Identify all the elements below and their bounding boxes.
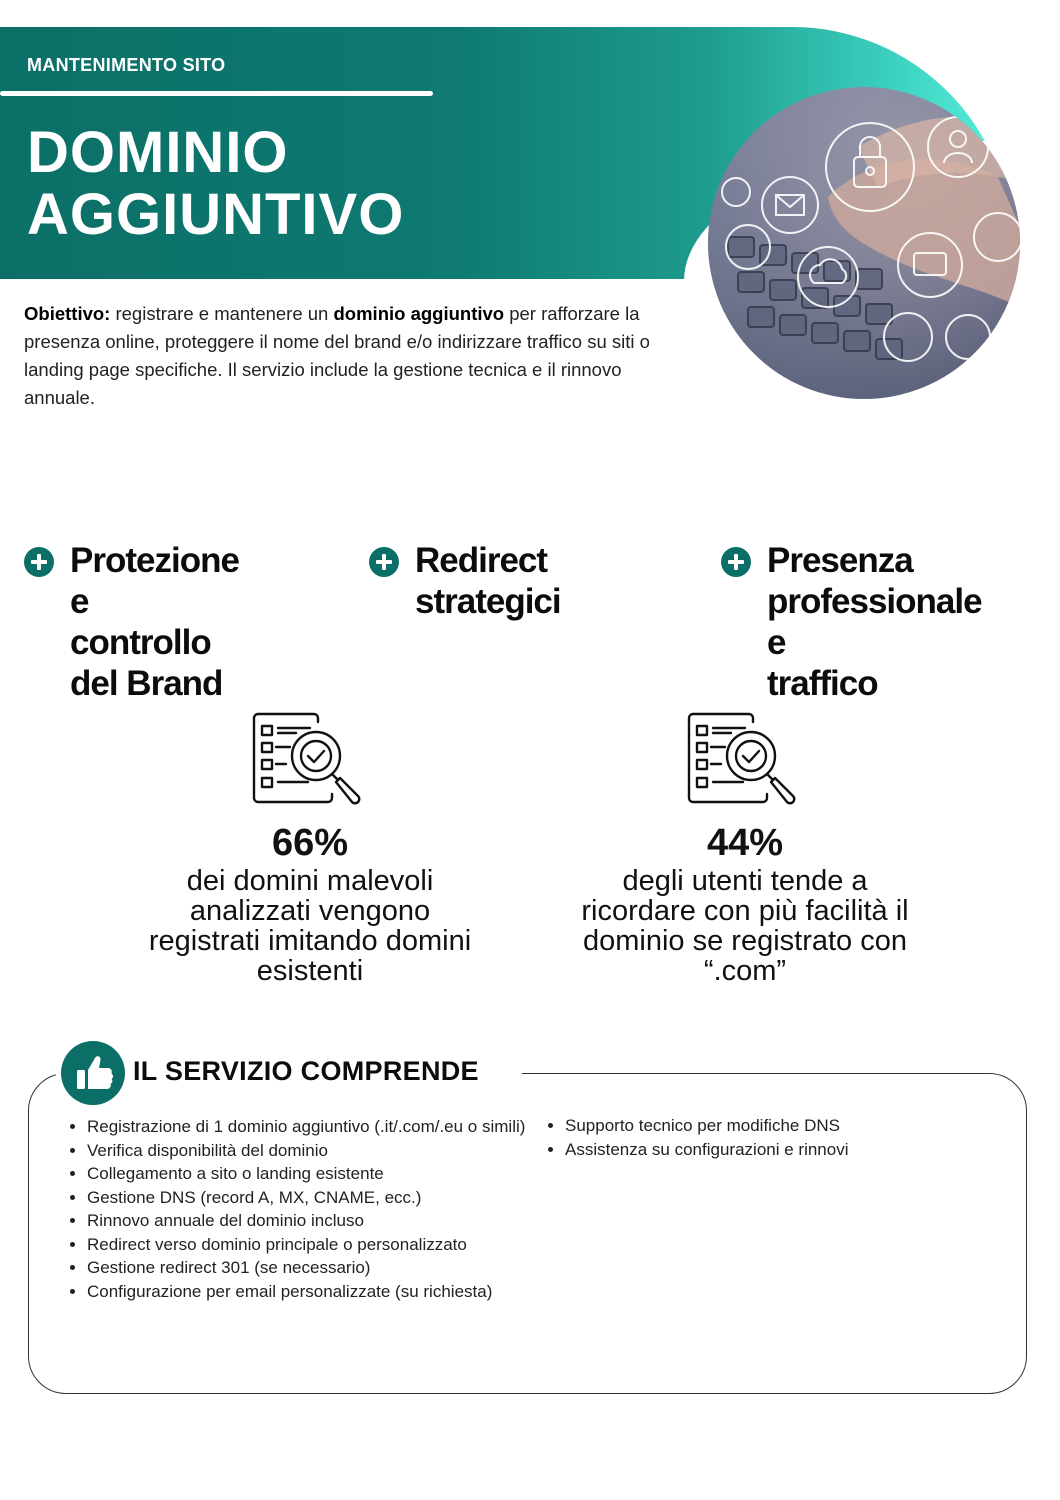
feature-label: Redirect strategici <box>415 541 561 621</box>
objective-label: Obiettivo: <box>24 303 111 324</box>
service-list-left <box>65 1115 557 1303</box>
checklist-magnifier-icon <box>687 712 803 808</box>
keyboard-security-illustration <box>708 87 1020 399</box>
service-title: IL SERVIZIO COMPRENDE <box>133 1056 479 1086</box>
title-line-1: DOMINIO <box>27 120 289 185</box>
feature-label: Protezione e controllo del Brand <box>70 541 239 703</box>
service-list-item: • Verifica disponibilità del dominio <box>87 1139 557 1163</box>
stat-description: dei domini malevoli analizzati vengono registrati imitando domini esistenti <box>148 865 472 987</box>
stat-value: 66% <box>271 822 349 864</box>
plus-circle-icon <box>24 547 54 577</box>
service-list-right <box>543 1114 1025 1161</box>
plus-circle-icon <box>369 547 399 577</box>
thumbs-up-icon <box>61 1041 125 1105</box>
service-list-item: • Configurazione per email personalizzate (su richiesta) <box>87 1280 557 1304</box>
stat-description: degli utenti tende a ricordare con più facilità il dominio se registrato con “.com” <box>581 865 909 987</box>
service-list-item: • Rinnovo annuale del dominio incluso <box>87 1209 557 1233</box>
eyebrow-divider <box>0 91 433 96</box>
stat-value: 44% <box>706 822 784 864</box>
page-title <box>27 122 404 246</box>
thumbs-up-badge <box>61 1041 125 1105</box>
checklist-magnifier-icon <box>252 712 368 808</box>
objective-highlight: dominio aggiuntivo <box>333 303 505 324</box>
service-list-item: • Assistenza su configurazioni e rinnovi <box>565 1138 1025 1162</box>
title-line-2: AGGIUNTIVO <box>27 182 405 247</box>
eyebrow-label: MANTENIMENTO SITO <box>27 55 226 75</box>
feature-label: Presenza professionale e traffico <box>767 541 982 703</box>
objective-text-2: per rafforzare la presenza online, proteggere il nome del brand e/o indirizzare traffico su siti o landing page specifiche. Il servizio include la gestione tecnica e il rinnovo annuale. <box>24 303 650 408</box>
service-list-item: • Collegamento a sito o landing esistente <box>87 1162 557 1186</box>
service-list-item: • Supporto tecnico per modifiche DNS <box>565 1114 1025 1138</box>
stat-card-dotcom-recall <box>580 712 910 986</box>
service-list-item: • Gestione redirect 301 (se necessario) <box>87 1256 557 1280</box>
plus-circle-icon <box>721 547 751 577</box>
objective-paragraph <box>24 300 664 412</box>
stat-card-malicious-domains <box>145 712 475 986</box>
service-list-item: • Gestione DNS (record A, MX, CNAME, ecc.) <box>87 1186 557 1210</box>
hero-photo <box>708 87 1020 399</box>
objective-text-1: registrare e mantenere un <box>110 303 334 324</box>
service-list-item: • Redirect verso dominio principale o personalizzato <box>87 1233 557 1257</box>
service-list-item: • Registrazione di 1 dominio aggiuntivo (.it/.com/.eu o simili) <box>87 1115 557 1139</box>
